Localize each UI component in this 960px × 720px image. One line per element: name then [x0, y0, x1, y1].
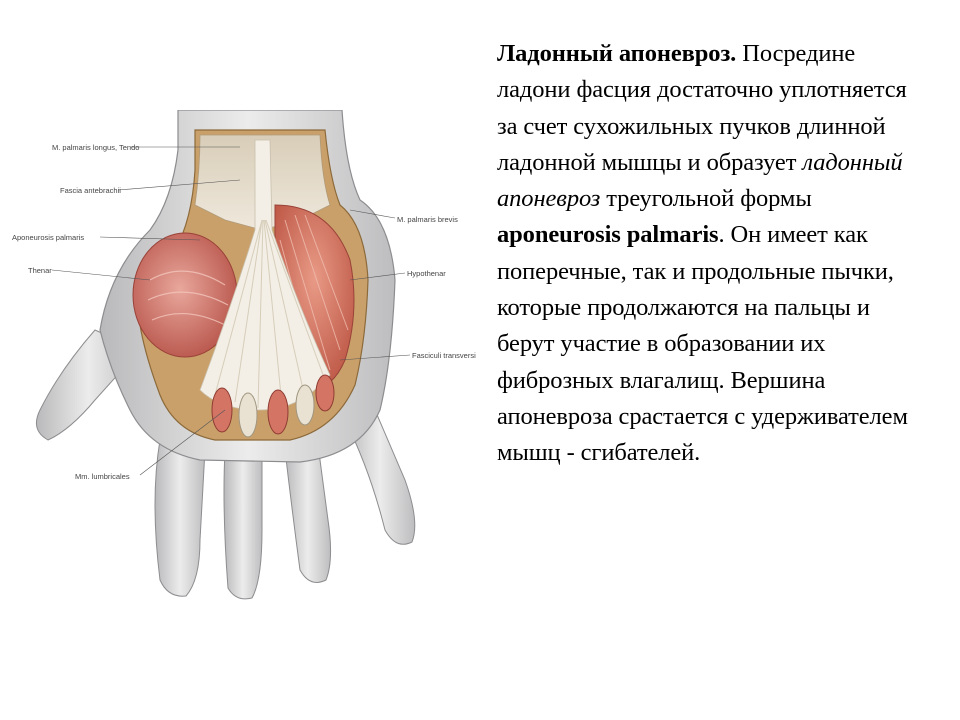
italic-term: ладонный апоневроз	[497, 148, 903, 213]
description-paragraph	[497, 36, 917, 472]
label-thenar: Thenar	[28, 266, 52, 275]
label-lumbricales: Mm. lumbricales	[75, 472, 130, 481]
latin-term: aponeurosis palmaris	[497, 221, 719, 249]
label-fasciculi-transversi: Fasciculi transversi	[412, 351, 476, 360]
description-text	[497, 36, 917, 472]
text-part-2: треугольной формы	[600, 185, 812, 213]
label-aponeurosis-palmaris: Aponeurosis palmaris	[12, 233, 85, 242]
label-hypothenar: Hypothenar	[407, 269, 446, 278]
label-palmaris-longus: M. palmaris longus, Tendo	[52, 143, 140, 152]
hand-anatomy-illustration	[0, 110, 490, 600]
hand-svg	[0, 110, 490, 600]
heading: Ладонный апоневроз.	[497, 40, 737, 67]
label-palmaris-brevis: M. palmaris brevis	[397, 215, 458, 224]
label-fascia-antebrachii: Fascia antebrachii	[60, 186, 121, 195]
text-part-1: Посредине ладони фасция достаточно уплотняется за счет сухожильных пучков длинной ладонной мышцы и образует	[497, 40, 907, 176]
text-part-3: . Он имеет как поперечные, так и продольные пычки, которые продолжаются на пальцы и берут участие в образовании их фиброзных влагалищ. Вершина апоневроза срастается с удерживателем мышц - сгибателей.	[497, 221, 908, 467]
